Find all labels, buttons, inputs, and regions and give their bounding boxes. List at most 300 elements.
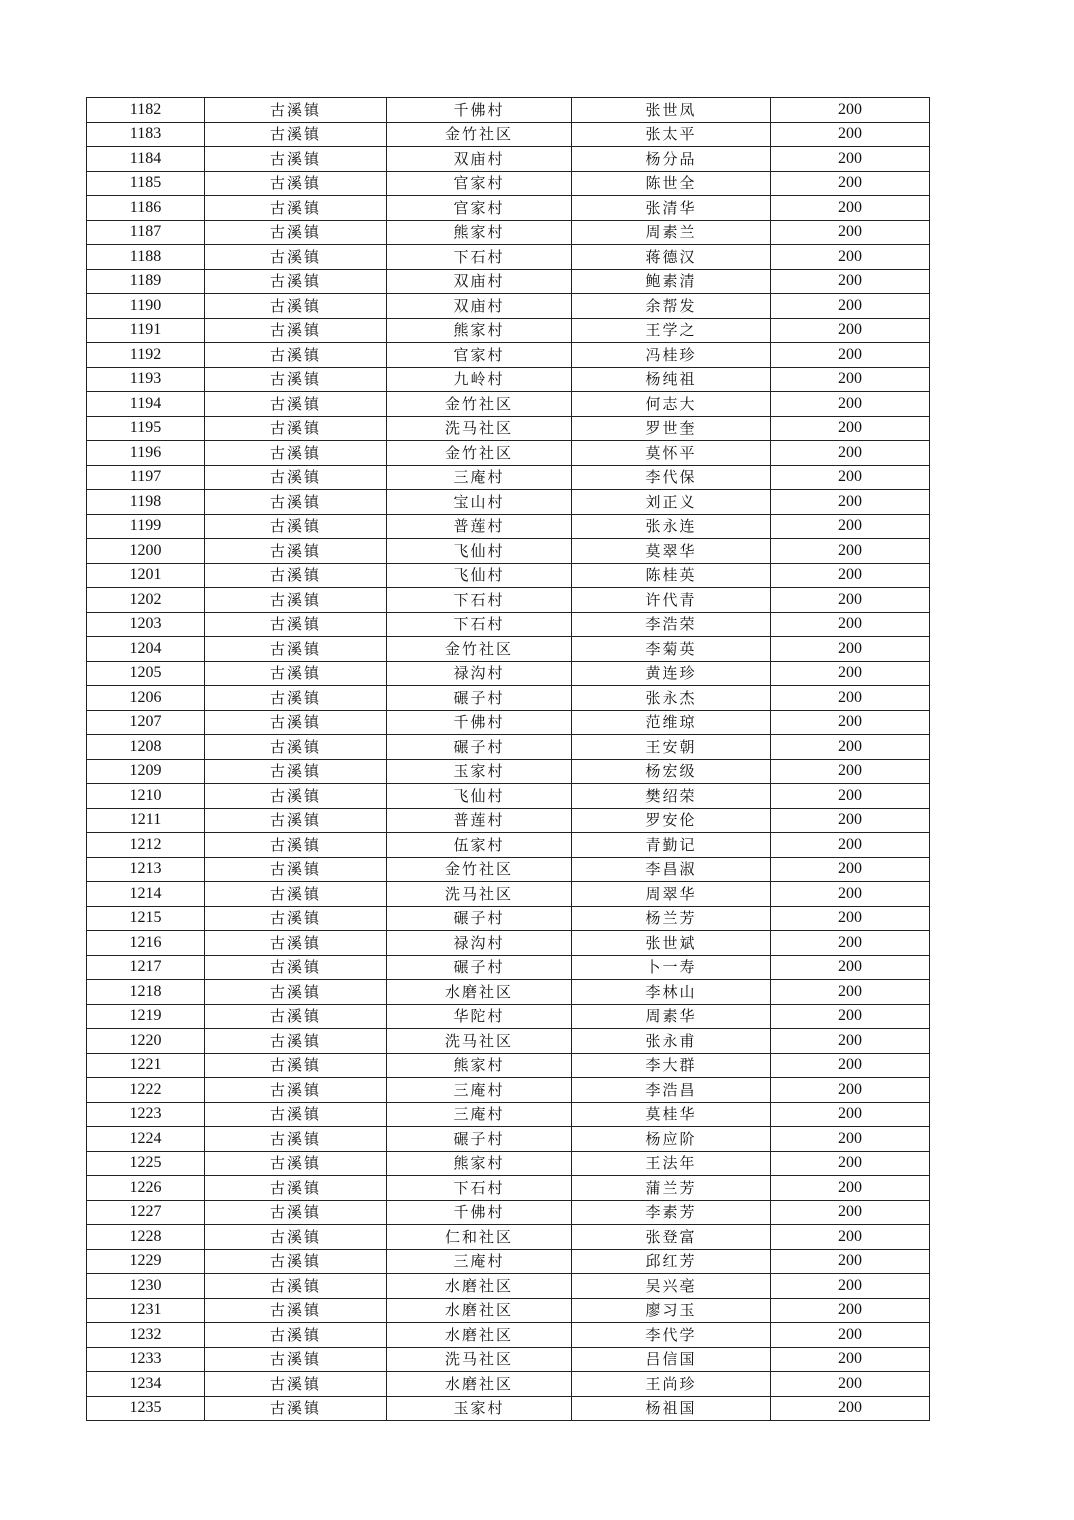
amount-cell: 200 [771,1029,930,1054]
town-cell: 古溪镇 [205,171,387,196]
village-cell: 碾子村 [387,955,572,980]
amount-cell: 200 [771,833,930,858]
table-row [87,490,930,515]
table-row [87,1323,930,1348]
name-cell: 鲍素清 [572,269,771,294]
town-cell: 古溪镇 [205,661,387,686]
serial-number-cell: 1191 [87,318,205,343]
town-cell: 古溪镇 [205,1029,387,1054]
name-cell: 莫怀平 [572,441,771,466]
amount-cell: 200 [771,1151,930,1176]
name-cell: 张永连 [572,514,771,539]
amount-cell: 200 [771,1225,930,1250]
town-cell: 古溪镇 [205,710,387,735]
serial-number-cell: 1203 [87,612,205,637]
village-cell: 洗马社区 [387,1029,572,1054]
table-row [87,931,930,956]
table-row [87,98,930,123]
table-row [87,637,930,662]
village-cell: 三庵村 [387,1078,572,1103]
village-cell: 熊家村 [387,318,572,343]
table-row [87,147,930,172]
table-row [87,1396,930,1421]
name-cell: 张世凤 [572,98,771,123]
name-cell: 卜一寿 [572,955,771,980]
name-cell: 杨兰芳 [572,906,771,931]
name-cell: 许代青 [572,588,771,613]
serial-number-cell: 1228 [87,1225,205,1250]
village-cell: 熊家村 [387,1053,572,1078]
town-cell: 古溪镇 [205,441,387,466]
amount-cell: 200 [771,269,930,294]
village-cell: 官家村 [387,196,572,221]
name-cell: 张清华 [572,196,771,221]
village-cell: 水磨社区 [387,980,572,1005]
serial-number-cell: 1229 [87,1249,205,1274]
town-cell: 古溪镇 [205,833,387,858]
serial-number-cell: 1215 [87,906,205,931]
serial-number-cell: 1206 [87,686,205,711]
town-cell: 古溪镇 [205,1151,387,1176]
serial-number-cell: 1197 [87,465,205,490]
table-row [87,1102,930,1127]
village-cell: 千佛村 [387,1200,572,1225]
amount-cell: 200 [771,808,930,833]
town-cell: 古溪镇 [205,735,387,760]
amount-cell: 200 [771,637,930,662]
name-cell: 周素华 [572,1004,771,1029]
village-cell: 洗马社区 [387,1347,572,1372]
name-cell: 杨应阶 [572,1127,771,1152]
serial-number-cell: 1233 [87,1347,205,1372]
village-cell: 官家村 [387,343,572,368]
table-row [87,906,930,931]
table-row [87,416,930,441]
town-cell: 古溪镇 [205,416,387,441]
name-cell: 李素芳 [572,1200,771,1225]
amount-cell: 200 [771,1347,930,1372]
village-cell: 水磨社区 [387,1323,572,1348]
table-row [87,1347,930,1372]
town-cell: 古溪镇 [205,318,387,343]
village-cell: 金竹社区 [387,122,572,147]
amount-cell: 200 [771,735,930,760]
name-cell: 何志大 [572,392,771,417]
amount-cell: 200 [771,980,930,1005]
town-cell: 古溪镇 [205,686,387,711]
table-row [87,833,930,858]
amount-cell: 200 [771,710,930,735]
amount-cell: 200 [771,343,930,368]
village-cell: 水磨社区 [387,1298,572,1323]
serial-number-cell: 1192 [87,343,205,368]
village-cell: 熊家村 [387,1151,572,1176]
name-cell: 吕信国 [572,1347,771,1372]
town-cell: 古溪镇 [205,1078,387,1103]
table-row [87,465,930,490]
town-cell: 古溪镇 [205,1323,387,1348]
table-row [87,882,930,907]
table-row [87,1078,930,1103]
name-cell: 邱红芳 [572,1249,771,1274]
name-cell: 陈桂英 [572,563,771,588]
town-cell: 古溪镇 [205,98,387,123]
amount-cell: 200 [771,1078,930,1103]
village-cell: 三庵村 [387,1249,572,1274]
village-cell: 双庙村 [387,294,572,319]
table-row [87,857,930,882]
table-row [87,367,930,392]
amount-cell: 200 [771,1274,930,1299]
town-cell: 古溪镇 [205,220,387,245]
amount-cell: 200 [771,1102,930,1127]
amount-cell: 200 [771,441,930,466]
serial-number-cell: 1220 [87,1029,205,1054]
serial-number-cell: 1210 [87,784,205,809]
village-cell: 水磨社区 [387,1274,572,1299]
village-cell: 普莲村 [387,514,572,539]
table-row [87,1004,930,1029]
village-cell: 下石村 [387,588,572,613]
serial-number-cell: 1235 [87,1396,205,1421]
serial-number-cell: 1182 [87,98,205,123]
name-cell: 李昌淑 [572,857,771,882]
village-cell: 双庙村 [387,269,572,294]
name-cell: 王尚珍 [572,1372,771,1397]
town-cell: 古溪镇 [205,1372,387,1397]
town-cell: 古溪镇 [205,147,387,172]
amount-cell: 200 [771,759,930,784]
serial-number-cell: 1198 [87,490,205,515]
name-cell: 余帮发 [572,294,771,319]
serial-number-cell: 1216 [87,931,205,956]
serial-number-cell: 1230 [87,1274,205,1299]
amount-cell: 200 [771,1249,930,1274]
amount-cell: 200 [771,392,930,417]
table-row [87,784,930,809]
serial-number-cell: 1193 [87,367,205,392]
village-cell: 官家村 [387,171,572,196]
town-cell: 古溪镇 [205,392,387,417]
town-cell: 古溪镇 [205,196,387,221]
name-cell: 李代保 [572,465,771,490]
name-cell: 杨纯祖 [572,367,771,392]
town-cell: 古溪镇 [205,1249,387,1274]
table-row [87,686,930,711]
village-cell: 水磨社区 [387,1372,572,1397]
table-row [87,539,930,564]
table-row [87,563,930,588]
amount-cell: 200 [771,171,930,196]
town-cell: 古溪镇 [205,980,387,1005]
name-cell: 王学之 [572,318,771,343]
amount-cell: 200 [771,588,930,613]
table-row [87,1249,930,1274]
amount-cell: 200 [771,1004,930,1029]
town-cell: 古溪镇 [205,1225,387,1250]
serial-number-cell: 1231 [87,1298,205,1323]
amount-cell: 200 [771,490,930,515]
village-cell: 洗马社区 [387,882,572,907]
amount-cell: 200 [771,318,930,343]
amount-cell: 200 [771,1176,930,1201]
town-cell: 古溪镇 [205,955,387,980]
town-cell: 古溪镇 [205,1200,387,1225]
village-cell: 金竹社区 [387,392,572,417]
table-row [87,955,930,980]
town-cell: 古溪镇 [205,539,387,564]
serial-number-cell: 1213 [87,857,205,882]
amount-cell: 200 [771,416,930,441]
name-cell: 张太平 [572,122,771,147]
village-cell: 普莲村 [387,808,572,833]
serial-number-cell: 1218 [87,980,205,1005]
table-body [87,98,930,1421]
town-cell: 古溪镇 [205,808,387,833]
village-cell: 飞仙村 [387,539,572,564]
village-cell: 九岭村 [387,367,572,392]
town-cell: 古溪镇 [205,906,387,931]
table-row [87,1127,930,1152]
town-cell: 古溪镇 [205,857,387,882]
amount-cell: 200 [771,245,930,270]
town-cell: 古溪镇 [205,563,387,588]
amount-cell: 200 [771,147,930,172]
table-row [87,441,930,466]
village-cell: 碾子村 [387,686,572,711]
name-cell: 蒲兰芳 [572,1176,771,1201]
name-cell: 陈世全 [572,171,771,196]
town-cell: 古溪镇 [205,1396,387,1421]
town-cell: 古溪镇 [205,759,387,784]
table-row [87,1298,930,1323]
serial-number-cell: 1195 [87,416,205,441]
village-cell: 金竹社区 [387,441,572,466]
name-cell: 张世斌 [572,931,771,956]
serial-number-cell: 1201 [87,563,205,588]
name-cell: 张永杰 [572,686,771,711]
name-cell: 莫翠华 [572,539,771,564]
table-row [87,122,930,147]
name-cell: 杨宏级 [572,759,771,784]
town-cell: 古溪镇 [205,882,387,907]
serial-number-cell: 1199 [87,514,205,539]
amount-cell: 200 [771,294,930,319]
name-cell: 张登富 [572,1225,771,1250]
serial-number-cell: 1205 [87,661,205,686]
town-cell: 古溪镇 [205,1176,387,1201]
name-cell: 莫桂华 [572,1102,771,1127]
village-cell: 伍家村 [387,833,572,858]
serial-number-cell: 1221 [87,1053,205,1078]
table-row [87,514,930,539]
table-row [87,294,930,319]
village-cell: 下石村 [387,612,572,637]
serial-number-cell: 1232 [87,1323,205,1348]
name-cell: 李浩荣 [572,612,771,637]
serial-number-cell: 1208 [87,735,205,760]
name-cell: 罗安伦 [572,808,771,833]
village-cell: 金竹社区 [387,857,572,882]
table-row [87,710,930,735]
name-cell: 廖习玉 [572,1298,771,1323]
town-cell: 古溪镇 [205,784,387,809]
village-cell: 碾子村 [387,735,572,760]
village-cell: 玉家村 [387,1396,572,1421]
village-cell: 宝山村 [387,490,572,515]
amount-cell: 200 [771,612,930,637]
amount-cell: 200 [771,1323,930,1348]
town-cell: 古溪镇 [205,1347,387,1372]
serial-number-cell: 1190 [87,294,205,319]
village-cell: 金竹社区 [387,637,572,662]
serial-number-cell: 1219 [87,1004,205,1029]
table-row [87,245,930,270]
village-cell: 玉家村 [387,759,572,784]
village-cell: 下石村 [387,245,572,270]
amount-cell: 200 [771,367,930,392]
serial-number-cell: 1209 [87,759,205,784]
serial-number-cell: 1227 [87,1200,205,1225]
name-cell: 蒋德汉 [572,245,771,270]
village-cell: 碾子村 [387,906,572,931]
village-cell: 洗马社区 [387,416,572,441]
serial-number-cell: 1183 [87,122,205,147]
village-cell: 禄沟村 [387,661,572,686]
amount-cell: 200 [771,1396,930,1421]
town-cell: 古溪镇 [205,367,387,392]
name-cell: 黄连珍 [572,661,771,686]
town-cell: 古溪镇 [205,269,387,294]
town-cell: 古溪镇 [205,1298,387,1323]
table-row [87,1053,930,1078]
village-cell: 千佛村 [387,98,572,123]
village-cell: 禄沟村 [387,931,572,956]
amount-cell: 200 [771,661,930,686]
name-cell: 杨祖国 [572,1396,771,1421]
amount-cell: 200 [771,1372,930,1397]
village-cell: 三庵村 [387,465,572,490]
serial-number-cell: 1212 [87,833,205,858]
amount-cell: 200 [771,857,930,882]
name-cell: 刘正义 [572,490,771,515]
serial-number-cell: 1188 [87,245,205,270]
table-row [87,1200,930,1225]
serial-number-cell: 1187 [87,220,205,245]
name-cell: 范维琼 [572,710,771,735]
serial-number-cell: 1202 [87,588,205,613]
village-cell: 双庙村 [387,147,572,172]
town-cell: 古溪镇 [205,637,387,662]
amount-cell: 200 [771,563,930,588]
table-row [87,612,930,637]
table-row [87,759,930,784]
table-row [87,735,930,760]
amount-cell: 200 [771,882,930,907]
town-cell: 古溪镇 [205,294,387,319]
village-cell: 仁和社区 [387,1225,572,1250]
table-row [87,220,930,245]
town-cell: 古溪镇 [205,1102,387,1127]
serial-number-cell: 1189 [87,269,205,294]
town-cell: 古溪镇 [205,514,387,539]
amount-cell: 200 [771,220,930,245]
table-row [87,661,930,686]
village-cell: 碾子村 [387,1127,572,1152]
name-cell: 张永甫 [572,1029,771,1054]
name-cell: 李菊英 [572,637,771,662]
name-cell: 罗世奎 [572,416,771,441]
serial-number-cell: 1211 [87,808,205,833]
amount-cell: 200 [771,539,930,564]
name-cell: 王法年 [572,1151,771,1176]
village-cell: 下石村 [387,1176,572,1201]
serial-number-cell: 1186 [87,196,205,221]
serial-number-cell: 1200 [87,539,205,564]
village-cell: 华陀村 [387,1004,572,1029]
serial-number-cell: 1226 [87,1176,205,1201]
serial-number-cell: 1217 [87,955,205,980]
amount-cell: 200 [771,784,930,809]
village-cell: 飞仙村 [387,563,572,588]
town-cell: 古溪镇 [205,490,387,515]
table-row [87,318,930,343]
name-cell: 冯桂珍 [572,343,771,368]
serial-number-cell: 1194 [87,392,205,417]
amount-cell: 200 [771,1127,930,1152]
table-row [87,1225,930,1250]
serial-number-cell: 1207 [87,710,205,735]
name-cell: 樊绍荣 [572,784,771,809]
town-cell: 古溪镇 [205,1127,387,1152]
amount-cell: 200 [771,955,930,980]
amount-cell: 200 [771,1298,930,1323]
town-cell: 古溪镇 [205,465,387,490]
village-cell: 飞仙村 [387,784,572,809]
table-row [87,392,930,417]
town-cell: 古溪镇 [205,343,387,368]
table-row [87,343,930,368]
amount-cell: 200 [771,1053,930,1078]
table-row [87,196,930,221]
name-cell: 杨分品 [572,147,771,172]
table-row [87,1372,930,1397]
name-cell: 李大群 [572,1053,771,1078]
town-cell: 古溪镇 [205,1274,387,1299]
name-cell: 李浩昌 [572,1078,771,1103]
table-row [87,1151,930,1176]
amount-cell: 200 [771,686,930,711]
table-row [87,808,930,833]
amount-cell: 200 [771,122,930,147]
village-cell: 三庵村 [387,1102,572,1127]
town-cell: 古溪镇 [205,1053,387,1078]
amount-cell: 200 [771,906,930,931]
serial-number-cell: 1204 [87,637,205,662]
table-row [87,1274,930,1299]
name-cell: 王安朝 [572,735,771,760]
town-cell: 古溪镇 [205,612,387,637]
serial-number-cell: 1184 [87,147,205,172]
amount-cell: 200 [771,196,930,221]
name-cell: 李林山 [572,980,771,1005]
name-cell: 李代学 [572,1323,771,1348]
table-row [87,171,930,196]
table-row [87,980,930,1005]
name-cell: 周翠华 [572,882,771,907]
village-cell: 熊家村 [387,220,572,245]
serial-number-cell: 1223 [87,1102,205,1127]
